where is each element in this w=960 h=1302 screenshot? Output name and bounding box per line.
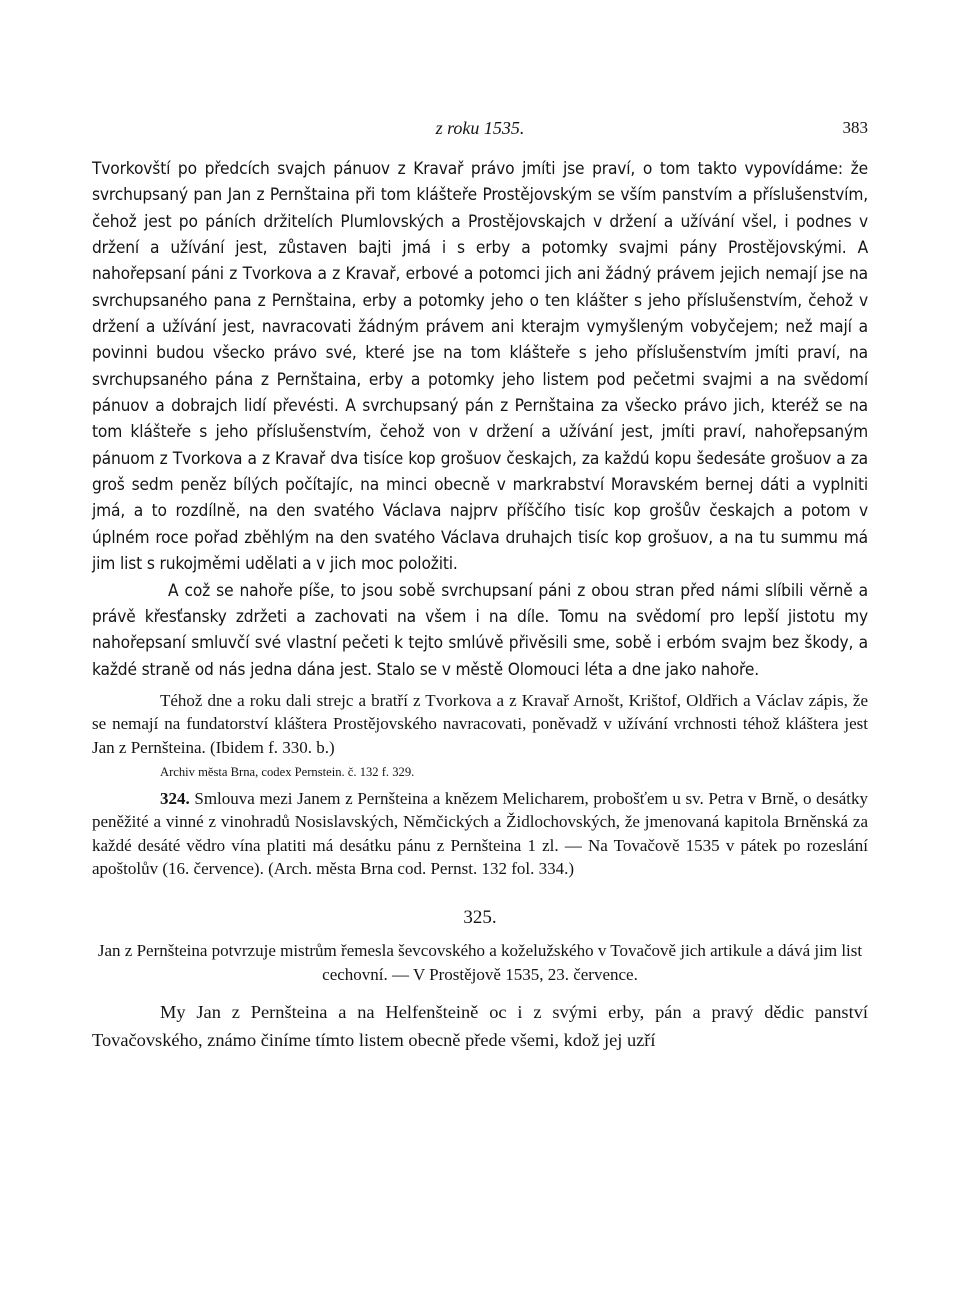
document-325-opening-block bbox=[92, 998, 868, 1054]
notes-section bbox=[92, 689, 868, 881]
running-header bbox=[92, 118, 868, 142]
document-325-number: 325. bbox=[463, 907, 497, 929]
entry-324 bbox=[92, 787, 868, 881]
note-paragraph-1: Téhož dne a roku dali strejc a bratří z Tvorkova a z Kravař Arnošt, Krištof, Oldřich a Václav zápis, že se nemají na fundatorství kláštera Prostějovského navracovati, poněvadž v užívání vrchnosti téhož kláštera jest Jan z Pernšteina. (Ibidem f. 330. b.) bbox=[92, 690, 868, 758]
entry-324-number: 324. bbox=[160, 788, 190, 808]
document-325-summary-block bbox=[92, 939, 868, 986]
page-number: 383 bbox=[842, 118, 868, 137]
archive-source: Archiv města Brna, codex Pernstein. č. 132 f. 329. bbox=[160, 764, 415, 779]
document-325-opening: My Jan z Pernšteina a na Helfenšteině oc i z svými erby, pán a pravý dědic panství Tovačovského, známo činíme tímto listem obecně přede všemi, kdož jej uzří bbox=[92, 1002, 868, 1051]
main-paragraph-1: Tvorkovští po předcích svajch pánuov z Kravař právo jmíti jse praví, o tom takto vypovídáme: že svrchupsaný pan Jan z Pernštaina při tom klášteře Prostějovským se vším panstvím a příslušenstvím, čehož jest po páních držitelích Plumlovských a Prostějovskajch v držení a užívání všel, i podnes v držení a užívání jest, zůstaven bajti jmá i s erby a potomky svajmi pány Prostějovskými. A nahořepsaní páni z Tvorkova a z Kravař, erbové a potomci jich ani žádný právem jejich nemají jse na svrchupsaného pana z Pernštaina, erby a potomky jeho o ten klášter s jeho příslušenstvím, čehož v držení a užívání jest, navracovati žádným právem ani kterajm vymyšleným vobyčejem; než mají a povinni budou všecko právo své, které jse na tom klášteře s jeho příslušenstvím jmíti praví, na svrchupsaného pána z Pernštaina, erby a potomky jeho listem pod pečetmi svajmi a na svědomí pánuov a dobrajch lidí převésti. A svrchupsaný pán z Pernštaina za všecko právo jich, kteréž se na tom klášteře s jeho příslušenstvím, čehož von v držení a užívání jest, jmíti praví, nahořepsaným pánuom z Tvorkova a z Kravař dva tisíce kop grošuov českajch, za každú kopu šedesáte grošuov a za groš sedm peněz bílých počítajíc, na minci obecně v markrabství Moravském bernej dáti a vyplniti jmá, a to rozdílně, na den svatého Václava najprv příščího tisíc kop grošův českajch a potom v úplném roce pořad zběhlým na den svatého Václava druhajch tisíc kop grošuov, a na tu summu má jim list s rukojměmi udělati a v jich moc položiti. bbox=[92, 159, 868, 575]
page-body bbox=[92, 156, 868, 1054]
main-paragraph-2: A což se nahoře píše, to jsou sobě svrchupsaní páni z obou stran před námi slíbili věrně a právě křesťansky zdržeti a zachovati na všem i na díle. Tomu na svědomí pro lepší jistotu my nahořepsaní smluvčí své vlastní pečeti k tejto smlúvě přivěsili sme, sobě i erbóm svajm bez škody, a každé straně od nás jedna dána jest. Stalo se v městě Olomouci léta a dne jako nahoře. bbox=[92, 580, 868, 680]
main-text bbox=[92, 156, 868, 683]
document-325-summary: Jan z Pernšteina potvrzuje mistrům řemesla ševcovského a koželužského v Tovačově jich artikule a dává jim list cechovní. — V Prostějově 1535, 23. července. bbox=[97, 941, 863, 984]
entry-324-text: Smlouva mezi Janem z Pernšteina a knězem Melicharem, probošťem u sv. Petra v Brně, o desátky peněžité a vinné z vinohradů Nosislavských, Němčických a Židlochovských, že jmenovaná kapitola Brněnská za každé desáté vědro vína platiti má desátku pánu z Pernšteina 1 zl. — Na Tovačově 1535 v pátek po rozeslání apoštolův (16. července). (Arch. města Brna cod. Pernst. 132 fol. 334.) bbox=[92, 788, 868, 879]
running-title: z roku 1535. bbox=[435, 118, 525, 138]
